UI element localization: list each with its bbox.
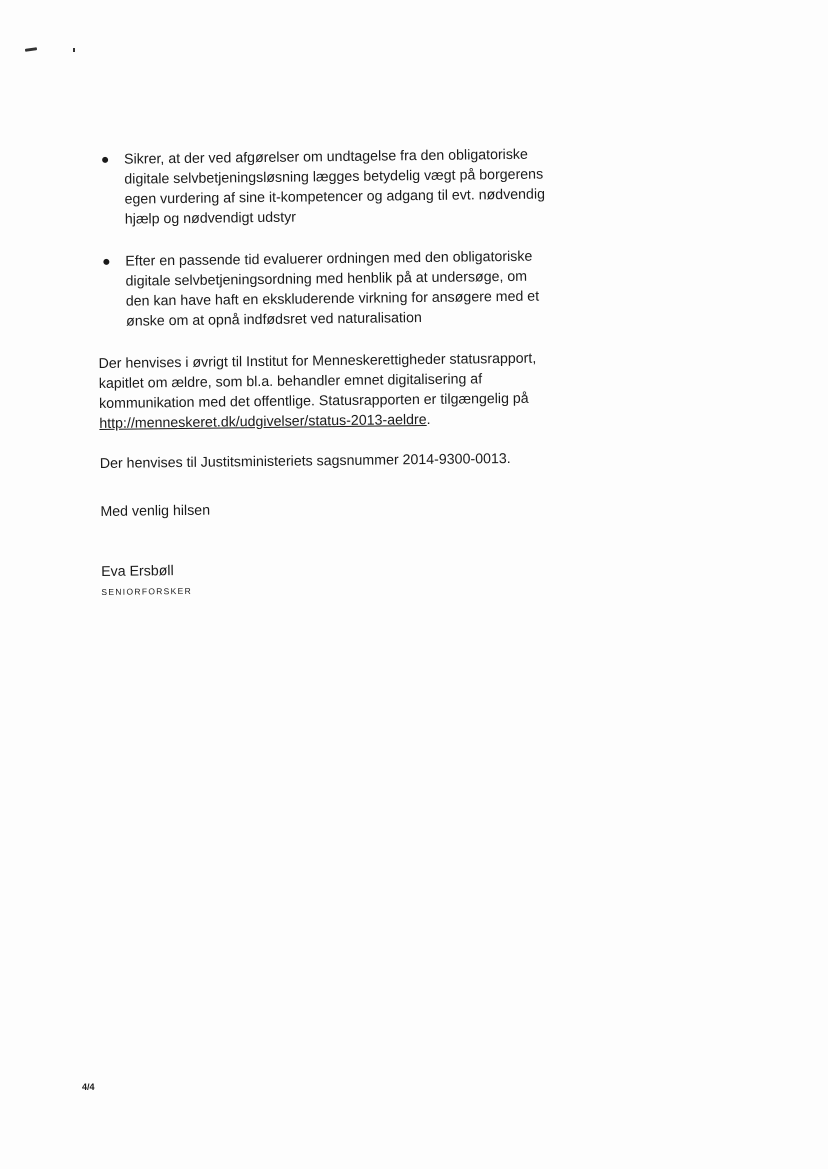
- reference-paragraph: [98, 348, 579, 434]
- link-suffix: .: [426, 411, 431, 428]
- bullet-text-line: den kan have haft en ekskluderende virkning for ansøgere med et: [125, 288, 540, 310]
- paragraph-line: kapitlet om ældre, som bl.a. behandler emnet digitalisering af: [98, 371, 483, 392]
- bullet-icon: [102, 157, 108, 163]
- list-item: [96, 144, 577, 230]
- signature-block: [101, 556, 581, 598]
- paragraph-line: kommunikation med det offentlige. Statusrapporten er tilgængelig på: [99, 390, 529, 412]
- case-reference: Der henvises til Justitsministeriets sagsnummer 2014-9300-0013.: [99, 450, 511, 472]
- list-item: [97, 246, 578, 332]
- bullet-text-line: hjælp og nødvendigt udstyr: [124, 209, 297, 228]
- bullet-text-line: egen vurdering af sine it-kompetencer og adgang til evt. nødvendig: [124, 186, 546, 208]
- bullet-icon: [103, 259, 109, 265]
- bullet-text-line: digitale selvbetjeningsløsning lægges betydelig vægt på borgerens: [124, 166, 544, 188]
- bullet-text-line: ønske om at opnå indfødsret ved naturalisation: [126, 310, 422, 330]
- bullet-text-line: Sikrer, at der ved afgørelser om undtagelse fra den obligatoriske: [124, 146, 528, 168]
- recommendation-list: [96, 144, 578, 332]
- scan-artifact: [25, 47, 37, 52]
- bullet-text-line: Efter en passende tid evaluerer ordningen med den obligatoriske: [125, 248, 533, 270]
- page-number: 4/4: [82, 1082, 95, 1092]
- paragraph-line: Der henvises i øvrigt til Institut for Menneskerettigheder statusrapport,: [98, 350, 537, 372]
- closing-greeting: Med venlig hilsen: [100, 502, 211, 520]
- status-report-link[interactable]: http://menneskeret.dk/udgivelser/status-2013-aeldre: [99, 411, 427, 432]
- signer-title: SENIORFORSKER: [101, 585, 193, 597]
- letter-body: [96, 144, 581, 598]
- scan-artifact: [73, 48, 75, 52]
- signer-name: Eva Ersbøll: [101, 563, 174, 580]
- bullet-text-line: digitale selvbetjeningsordning med henblik på at undersøge, om: [125, 268, 528, 290]
